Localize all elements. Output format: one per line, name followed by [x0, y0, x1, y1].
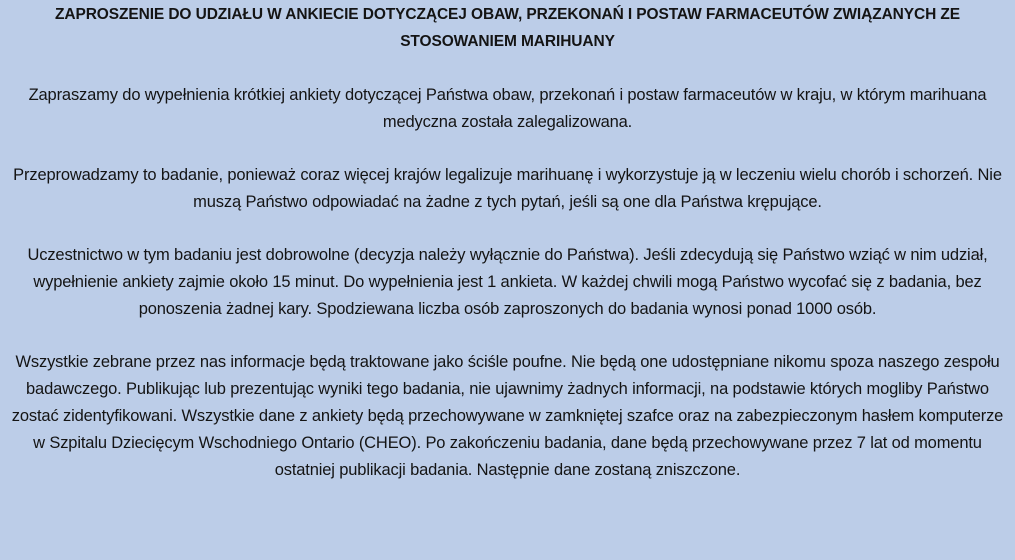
paragraph-confidentiality: Wszystkie zebrane przez nas informacje będą traktowane jako ściśle poufne. Nie będą one udostępniane nikomu spoza naszego zespołu badawczego. Publikując lub prezentując wyniki tego badania, nie ujawnimy żadnych informacji, na podstawie których mogliby Państwo zostać zidentyfikowani. Wszystkie dane z ankiety będą przechowywane w zamkniętej szafce oraz na zabezpieczonym hasłem komputerze w Szpitalu Dziecięcym Wschodniego Ontario (CHEO). Po zakończeniu badania, dane będą przechowywane przez 7 lat od momentu ostatniej publikacji badania. Następnie dane zostaną zniszczone.: [11, 353, 1004, 479]
paragraph-intro: Zapraszamy do wypełnienia krótkiej ankiety dotyczącej Państwa obaw, przekonań i postaw farmaceutów w kraju, w którym marihuana medyczna została zalegalizowana.: [28, 86, 987, 131]
paragraph-purpose: Przeprowadzamy to badanie, ponieważ coraz więcej krajów legalizuje marihuanę i wykorzystuje ją w leczeniu wielu chorób i schorzeń. Nie muszą Państwo odpowiadać na żadne z tych pytań, jeśli są one dla Państwa krępujące.: [13, 166, 1002, 211]
paragraph-participation: Uczestnictwo w tym badaniu jest dobrowolne (decyzja należy wyłącznie do Państwa). Jeśli zdecydują się Państwo wziąć w nim udział, wypełnienie ankiety zajmie około 15 minut. Do wypełnienia jest 1 ankieta. W każdej chwili mogą Państwo wycofać się z badania, bez ponoszenia żadnej kary. Spodziewana liczba osób zaproszonych do badania wynosi ponad 1000 osób.: [27, 246, 988, 318]
document-title: ZAPROSZENIE DO UDZIAŁU W ANKIECIE DOTYCZĄCEJ OBAW, PRZEKONAŃ I POSTAW FARMACEUTÓW ZWIĄZANYCH ZE STOSOWANIEM MARIHUANY: [55, 6, 960, 50]
